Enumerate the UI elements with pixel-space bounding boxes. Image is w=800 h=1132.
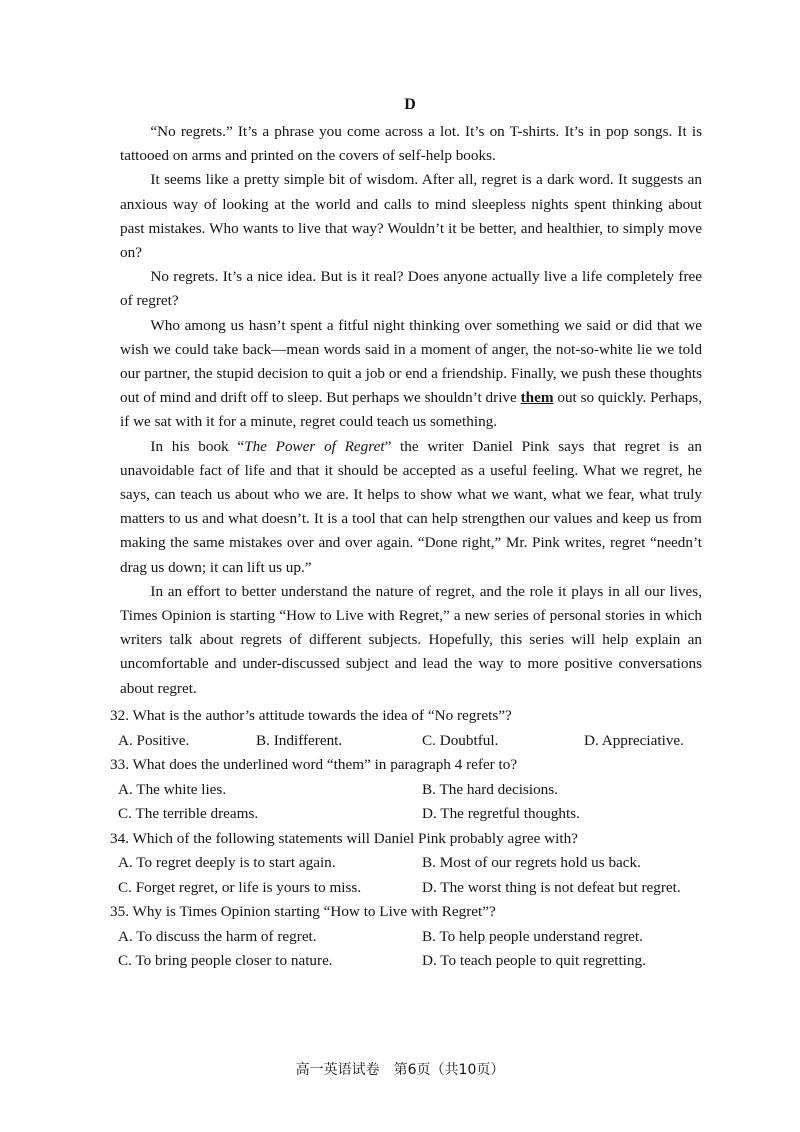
option-b: B. The hard decisions. bbox=[422, 780, 558, 798]
option-c: C. Forget regret, or life is yours to miss. bbox=[118, 878, 362, 896]
option-d: D. Appreciative. bbox=[584, 731, 684, 749]
question-33 bbox=[110, 753, 710, 827]
option-b: B. Most of our regrets hold us back. bbox=[422, 854, 641, 871]
reading-passage bbox=[120, 120, 702, 701]
paragraph-2: It seems like a pretty simple bit of wisdom. After all, regret is a dark word. It suggests an anxious way of looking at the world and calls to mind sleepless nights spent thinking about past mistakes. Who wants to live that way? Wouldn’t it be better, and healthier, to simply move on? bbox=[120, 171, 702, 262]
question-stem: 32. What is the author’s attitude towards the idea of “No regrets”? bbox=[110, 707, 512, 724]
option-d: D. To teach people to quit regretting. bbox=[422, 952, 646, 969]
question-stem: 35. Why is Times Opinion starting “How to Live with Regret”? bbox=[110, 903, 496, 920]
paragraph-4-text-after: out so quickly. Perhaps, if we sat with it for a minute, regret could teach us something. bbox=[120, 389, 702, 431]
question-34 bbox=[110, 827, 710, 901]
paragraph-6: In an effort to better understand the nature of regret, and the role it plays in all our lives, Times Opinion is starting “How to Live with Regret,” a new series of personal stories in which writers talk about regrets of different subjects. Hopefully, this series will help explain an uncomfortable and under-discussed subject and lead the way to more positive conversations about regret. bbox=[120, 582, 702, 697]
question-list bbox=[110, 704, 710, 974]
options-row bbox=[110, 851, 710, 876]
options-row bbox=[110, 729, 710, 754]
option-d: D. The regretful thoughts. bbox=[422, 805, 580, 822]
question-35 bbox=[110, 900, 710, 974]
question-32 bbox=[110, 704, 710, 753]
options-row bbox=[110, 876, 710, 901]
option-a: A. To regret deeply is to start again. bbox=[118, 854, 336, 871]
options-row bbox=[110, 802, 710, 827]
option-a: A. Positive. bbox=[118, 731, 190, 749]
paragraph-4-text-before: Who among us hasn’t spent a fitful night thinking over something we said or did that we wish we could take back—mean words said in a moment of anger, the not-so-white lie we told our partner, the stupid decision to quit a job or end a friendship. Finally, we push these thoughts out of mind and drift off to sleep. But perhaps we shouldn’t drive bbox=[120, 316, 702, 407]
paragraph-5 bbox=[120, 435, 702, 580]
section-title: D bbox=[404, 96, 416, 113]
paragraph-1: “No regrets.” It’s a phrase you come across a lot. It’s on T-shirts. It’s in pop songs. It is tattooed on arms and printed on the covers of self-help books. bbox=[120, 123, 702, 165]
option-b: B. Indifferent. bbox=[256, 731, 343, 749]
question-stem: 34. Which of the following statements will Daniel Pink probably agree with? bbox=[110, 829, 578, 847]
option-c: C. To bring people closer to nature. bbox=[118, 952, 333, 969]
option-d: D. The worst thing is not defeat but regret. bbox=[422, 878, 681, 896]
book-title: The Power of Regret bbox=[244, 437, 385, 455]
option-a: A. To discuss the harm of regret. bbox=[118, 927, 317, 945]
options-row bbox=[110, 925, 710, 950]
option-a: A. The white lies. bbox=[118, 780, 227, 798]
options-row bbox=[110, 778, 710, 803]
page-footer: 高一英语试卷 第6页（共10页） bbox=[295, 1062, 505, 1078]
paragraph-4 bbox=[120, 314, 702, 435]
option-c: C. Doubtful. bbox=[422, 731, 499, 749]
underlined-word-them: them bbox=[520, 389, 554, 407]
paragraph-5-text-after: ” the writer Daniel Pink says that regret is an unavoidable fact of life and that it should be accepted as a useful feeling. What we regret, he says, can teach us about who we are. It helps to show what we want, what we fear, what truly matters to us and what doesn’t. It is a tool that can help strengthen our values and keep us from making the same mistakes over and over again. “Done right,” Mr. Pink writes, regret “needn’t drag us down; it can lift us up.” bbox=[120, 437, 703, 576]
option-c: C. The terrible dreams. bbox=[118, 805, 259, 822]
paragraph-3: No regrets. It’s a nice idea. But is it real? Does anyone actually live a life completely free of regret? bbox=[120, 268, 702, 310]
question-stem: 33. What does the underlined word “them” in paragraph 4 refer to? bbox=[110, 756, 518, 773]
options-row bbox=[110, 949, 710, 974]
paragraph-5-text-before: In his book “ bbox=[150, 437, 245, 455]
option-b: B. To help people understand regret. bbox=[422, 927, 643, 945]
